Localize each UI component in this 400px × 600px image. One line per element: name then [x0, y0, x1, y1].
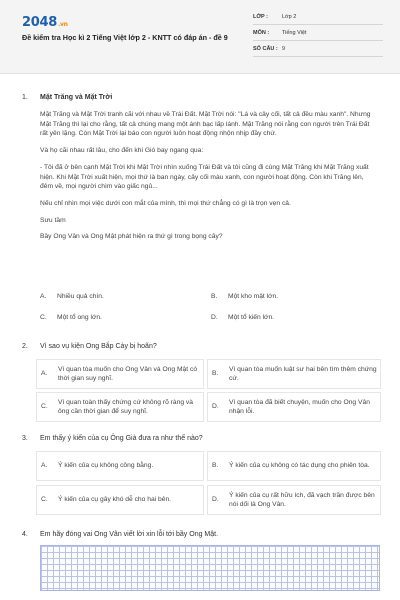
reading-passage [40, 110, 378, 249]
meta-value: Tiếng Việt [282, 30, 307, 37]
option-label: D. [212, 403, 219, 411]
question-text: Vì sao vụ kiện Ong Bắp Cày bị hoãn? [40, 343, 157, 350]
option-text: Vì quan toàn thấy chứng cứ không rõ ràng và ông cần thời gian để suy nghĩ. [58, 398, 193, 415]
option-text: Vì quan tòa đã biết chuyện, muốn cho Ong Vân nhận lỗi. [229, 398, 370, 415]
question-text: Em hãy đóng vai Ong Vân viết lời xin lỗi tới bầy Ong Mật. [40, 531, 219, 538]
option-label: D. [211, 314, 218, 322]
option-label: C. [41, 496, 48, 504]
option-label: C. [41, 403, 48, 411]
passage-paragraph: Mặt Trăng và Mặt Trời tranh cãi với nhau về Trái Đất. Mặt Trời nói: "Lá và cây cối, tất cả đều màu xanh". Nhưng Mặt Trăng thì lại cho rằng, tất cả chúng mang một ánh bạc lấp lánh. Mặt Trăng nói rằng con người trên Trái Đất rất yên lặng. Còn Mặt Trời lại báo con người luôn hoạt động nhộn nhịp đầy chứ. [40, 111, 371, 138]
passage-title: Mặt Trăng và Mặt Trời [40, 94, 113, 101]
answer-option-c[interactable] [36, 392, 204, 422]
answer-option-b[interactable] [207, 451, 381, 481]
option-text: Ý kiến của cụ gây khó dễ cho hai bên. [58, 496, 172, 504]
option-label: A. [41, 370, 48, 378]
answer-option-c[interactable] [40, 313, 200, 322]
answer-option-b[interactable] [211, 292, 381, 301]
answer-option-a[interactable] [40, 292, 200, 301]
option-text: Vì quan tòa muốn cho Ong Vân và Ong Mật có thời gian suy nghĩ. [58, 365, 198, 382]
meta-row-count [253, 44, 383, 57]
meta-key: SỐ CÂU : [253, 46, 278, 53]
option-label: D. [212, 496, 219, 504]
answer-option-b[interactable] [207, 359, 381, 389]
meta-key: LỚP : [253, 14, 268, 21]
option-label: A. [41, 462, 48, 470]
answer-option-d[interactable] [207, 392, 381, 422]
answer-option-d[interactable] [211, 313, 381, 322]
meta-table [253, 12, 383, 60]
meta-key: MÔN : [253, 30, 270, 37]
option-label: B. [211, 293, 218, 301]
passage-source: Sưu tầm [40, 216, 66, 224]
option-label: A. [40, 293, 47, 301]
option-text: Ý kiến của cụ không có tác dụng cho phiên tòa. [229, 462, 370, 470]
option-text: Một kho mật lớn. [228, 293, 279, 300]
question-number: 4. [22, 531, 28, 538]
question-number: 1. [22, 94, 28, 101]
passage-paragraph: - Tôi đã ở bên cạnh Mặt Trời khi Mặt Trời nhìn xuống Trái Đất và tôi cũng đi cùng Mặt Trăng khi Mặt Trăng xuất hiện. Khi Mặt Trời xuất hiện, mọi thứ là ban ngày, cây cối màu xanh, con người hoạt động. Còn khi Trăng lên, đêm về, mọi người chìm vào giấc ngủ... [40, 163, 369, 191]
option-text: Ý kiến của cụ rất hữu ích, đã vạch trần được bên nói dối là Ong Vân. [229, 491, 375, 508]
logo-suffix: .vn [57, 21, 68, 28]
handwriting-grid[interactable] [40, 545, 380, 591]
option-label: B. [212, 370, 219, 378]
option-text: Một tổ kiến lớn. [228, 314, 275, 321]
meta-value: 9 [282, 46, 286, 53]
document-header [0, 0, 400, 74]
option-label: B. [212, 462, 219, 470]
passage-paragraph: Và họ cãi nhau rất lâu, cho đến khi Gió bay ngang qua: [40, 147, 204, 155]
answer-option-c[interactable] [36, 485, 204, 515]
option-text: Một tổ ong lớn. [57, 314, 102, 321]
logo-main: 2048 [22, 15, 57, 30]
answer-option-a[interactable] [36, 359, 204, 389]
option-text: Ý kiến của cụ không công bằng. [58, 462, 154, 470]
meta-value: Lớp 2 [282, 14, 297, 21]
option-text: Vì quan tòa muốn luật sư hai bên tìm thêm chứng cứ. [229, 365, 377, 382]
answer-option-d[interactable] [207, 485, 381, 515]
question-text: Em thấy ý kiến của cụ Ông Già đưa ra như thế nào? [40, 435, 203, 442]
question-number: 3. [22, 435, 28, 442]
question-number: 2. [22, 343, 28, 350]
option-label: C. [40, 314, 47, 322]
document-title: Đề kiểm tra Học kì 2 Tiếng Việt lớp 2 - KNTT có đáp án - đề 9 [22, 33, 228, 42]
question-text: Bầy Ong Vân và Ong Mật phát hiện ra thứ gì trong bọng cây? [40, 233, 223, 241]
option-text: Nhiều quả chín. [57, 293, 104, 300]
site-logo[interactable] [22, 14, 68, 32]
answer-option-a[interactable] [36, 451, 204, 481]
passage-paragraph: Nếu chỉ nhìn mọi việc dưới con mắt của mình, thì mọi thứ chẳng có gì là trọn vẹn cả. [40, 200, 291, 208]
meta-row-subject [253, 28, 383, 41]
meta-row-class [253, 12, 383, 25]
